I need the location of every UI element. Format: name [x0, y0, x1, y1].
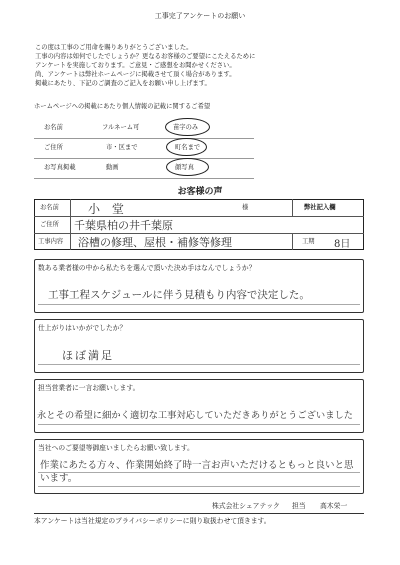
company-name: 株式会社シェアテック: [212, 502, 280, 510]
question-text: 仕上がりはいかがでしたか？: [38, 324, 127, 332]
answer-underline: [38, 304, 360, 305]
selection-circle: [166, 158, 209, 176]
answer-text: 工事工程スケジュールに伴う見積もり内容で決定した。: [48, 289, 310, 301]
staff-name: 高木栄一: [320, 502, 348, 510]
work-content-value: 浴槽の修理、屋根・補修等修理: [78, 236, 232, 249]
selection-circle: [166, 138, 207, 156]
consent-option: フルネーム可: [102, 124, 140, 131]
period-value: 8日: [334, 239, 351, 250]
answer-underline: [38, 472, 360, 473]
consent-divider: [34, 158, 254, 159]
intro-line: アンケートを実施しております。ご意見・ご感想をお聞かせください。: [35, 62, 236, 69]
customer-name-value: 小 堂: [88, 202, 128, 216]
name-label: お名前: [40, 204, 59, 211]
office-use-label: 弊社記入欄: [304, 204, 336, 211]
answer-underline: [38, 486, 360, 487]
address-label: ご住所: [40, 221, 59, 228]
intro-line: 工事の内容は如何でしたでしょうか？更なるお客様のご要望にこたえるために: [35, 53, 256, 60]
voice-title: お客様の声: [177, 187, 223, 197]
consent-heading: ホームページへの掲載にあたり個人情報の記載に関するご希望: [34, 103, 211, 110]
consent-option: 市・区まで: [106, 144, 138, 151]
consent-option: 動画: [106, 164, 119, 171]
consent-label: ご住所: [44, 144, 63, 151]
table-divider: [70, 199, 71, 250]
period-label: 工期: [302, 238, 315, 245]
staff-label: 担当: [292, 502, 306, 510]
question-text: 当社へのご要望等御座いましたらお願い致します。: [38, 444, 194, 452]
answer-text: 作業にあたる方々、作業開始終了時一言お声いただけるともっと良いと思います。: [40, 460, 354, 484]
intro-line: 尚、アンケートは弊社ホームページに掲載させて頂く場合があります。: [35, 71, 236, 78]
selection-circle: [165, 118, 210, 136]
intro-line: 掲載にあたり、下記のご調査のご記入をお願い申し上げます。: [35, 80, 211, 87]
consent-label: お写真掲載: [44, 164, 76, 171]
answer-underline: [38, 424, 360, 425]
consent-label: お名前: [44, 124, 63, 131]
answer-text: ほぼ満足: [62, 349, 114, 362]
document-title: 工事完了アンケートのお願い: [154, 12, 246, 20]
intro-line: この度は工事のご用命を賜りありがとうございました。: [35, 44, 193, 51]
answer-text: 永とその希望に細かく適切な工事対応していただきありがとうございました: [37, 410, 354, 421]
question-text: 担当営業者に一言お願いします。: [38, 384, 140, 392]
table-divider: [292, 199, 293, 216]
question-text: 数ある業者様の中から私たちを選んで頂いた決め手はなんでしょうか？: [38, 264, 256, 272]
consent-option-selected: 苗字のみ: [173, 124, 199, 131]
consent-divider: [34, 178, 254, 179]
consent-option-selected: 町名まで: [175, 144, 201, 151]
honorific: 様: [242, 204, 249, 211]
footer-divider: [34, 513, 364, 514]
consent-option-selected: 顔写真: [175, 164, 194, 171]
work-label: 工事内容: [38, 238, 64, 245]
customer-address-value: 千葉県柏の井千葉原: [74, 219, 173, 232]
consent-divider: [34, 138, 254, 139]
answer-underline: [38, 364, 360, 365]
privacy-notice: 本アンケートは当社規定のプライバシーポリシーに則り取扱わせて頂きます。: [34, 517, 271, 525]
table-divider: [292, 233, 293, 250]
